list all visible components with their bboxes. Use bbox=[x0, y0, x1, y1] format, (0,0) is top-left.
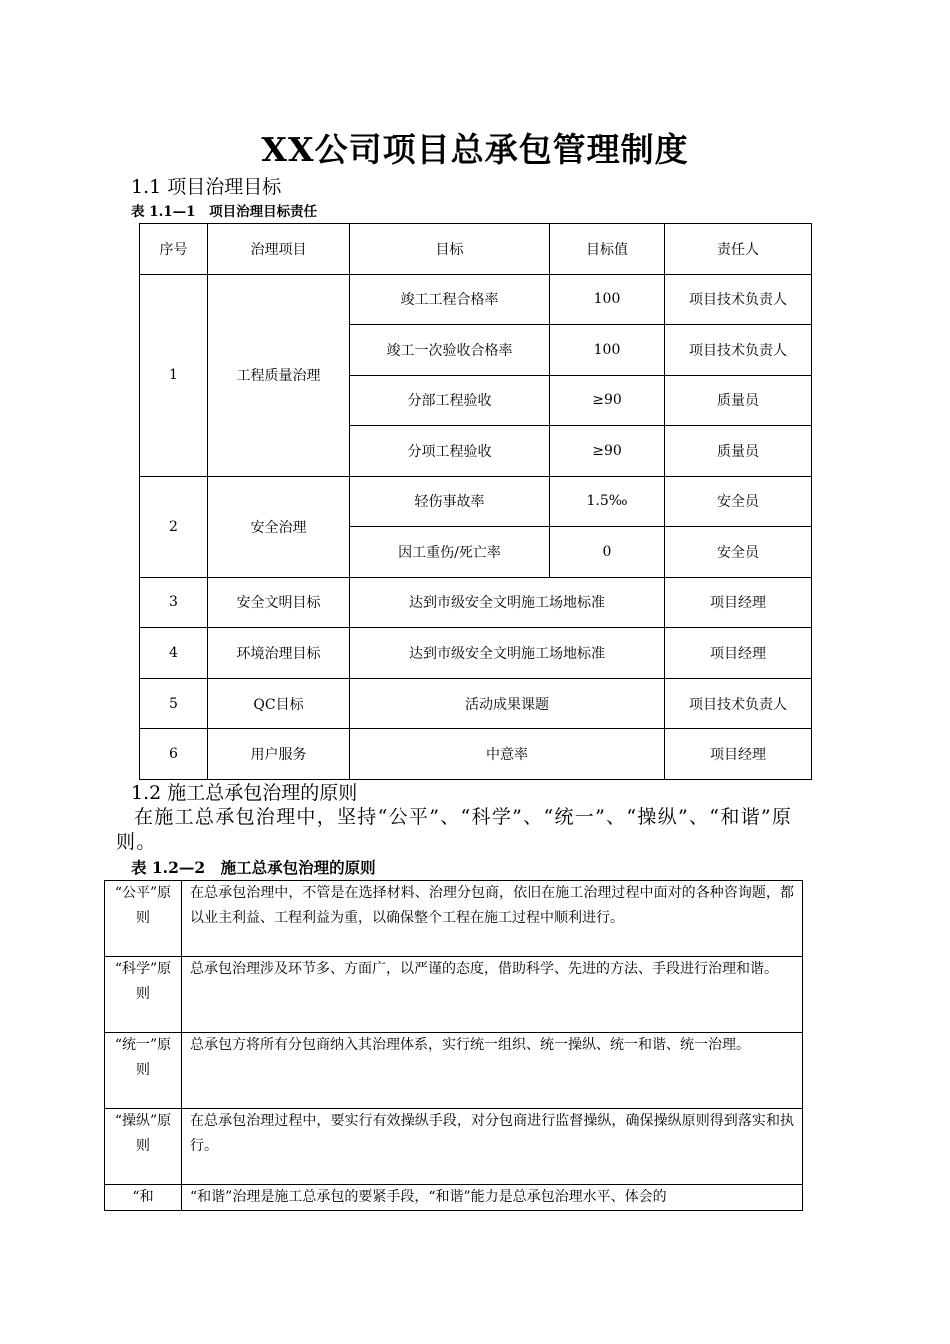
section-intro-paragraph: 在施工总承包治理中，坚持“公平”、“科学”、“统一”、“操纵”、“和谐”原则。 bbox=[116, 806, 793, 853]
header-cell: 目标值 bbox=[550, 224, 665, 275]
table-row bbox=[140, 476, 812, 527]
header-cell: 责任人 bbox=[665, 224, 812, 275]
principle-description: 在总承包治理过程中，要实行有效操纵手段，对分包商进行监督操纵，确保操纵原则得到落实和执行。 bbox=[182, 1109, 803, 1185]
row-number: 5 bbox=[140, 678, 208, 729]
table-row bbox=[140, 729, 812, 780]
target-cell: 达到市级安全文明施工场地标准 bbox=[350, 628, 665, 679]
table-caption-1-1: 表 1.1—1 项目治理目标责任 bbox=[131, 204, 318, 220]
target-cell: 因工重伤/死亡率 bbox=[350, 527, 550, 578]
principle-name: “科学”原则 bbox=[105, 957, 182, 1033]
section-heading-1-2: 1.2 施工总承包治理的原则 bbox=[131, 782, 358, 804]
table-row bbox=[105, 957, 803, 1033]
table-row bbox=[105, 881, 803, 957]
owner-cell: 项目技术负责人 bbox=[665, 274, 812, 325]
value-cell: 0 bbox=[550, 527, 665, 578]
principle-name: “公平”原则 bbox=[105, 881, 182, 957]
target-cell: 分部工程验收 bbox=[350, 375, 550, 426]
value-cell: ≥90 bbox=[550, 375, 665, 426]
header-cell: 序号 bbox=[140, 224, 208, 275]
header-cell: 目标 bbox=[350, 224, 550, 275]
owner-cell: 安全员 bbox=[665, 476, 812, 527]
management-item: QC目标 bbox=[208, 678, 350, 729]
row-number: 2 bbox=[140, 476, 208, 577]
table-row bbox=[105, 1185, 803, 1211]
target-cell: 分项工程验收 bbox=[350, 426, 550, 477]
target-cell: 中意率 bbox=[350, 729, 665, 780]
management-item: 安全文明目标 bbox=[208, 577, 350, 628]
table-row bbox=[140, 274, 812, 325]
value-cell: ≥90 bbox=[550, 426, 665, 477]
value-cell: 100 bbox=[550, 325, 665, 376]
table-row bbox=[140, 577, 812, 628]
document-title: XX公司项目总承包管理制度 bbox=[261, 130, 689, 169]
target-cell: 达到市级安全文明施工场地标准 bbox=[350, 577, 665, 628]
row-number: 1 bbox=[140, 274, 208, 476]
owner-cell: 项目技术负责人 bbox=[665, 325, 812, 376]
management-item: 环境治理目标 bbox=[208, 628, 350, 679]
owner-cell: 项目技术负责人 bbox=[665, 678, 812, 729]
target-cell: 活动成果课题 bbox=[350, 678, 665, 729]
target-cell: 轻伤事故率 bbox=[350, 476, 550, 527]
table-caption-1-2: 表 1.2—2 施工总承包治理的原则 bbox=[131, 858, 376, 877]
owner-cell: 项目经理 bbox=[665, 729, 812, 780]
owner-cell: 安全员 bbox=[665, 527, 812, 578]
owner-cell: 项目经理 bbox=[665, 628, 812, 679]
table-header-row bbox=[140, 224, 812, 275]
owner-cell: 项目经理 bbox=[665, 577, 812, 628]
management-item: 工程质量治理 bbox=[208, 274, 350, 476]
principle-description: 总承包治理涉及环节多、方面广，以严谨的态度，借助科学、先进的方法、手段进行治理和谐。 bbox=[182, 957, 803, 1033]
principle-description: “和谐”治理是施工总承包的要紧手段，“和谐”能力是总承包治理水平、体会的 bbox=[182, 1185, 803, 1211]
section-heading-1-1: 1.1 项目治理目标 bbox=[131, 176, 282, 198]
header-cell: 治理项目 bbox=[208, 224, 350, 275]
target-cell: 竣工一次验收合格率 bbox=[350, 325, 550, 376]
row-number: 3 bbox=[140, 577, 208, 628]
owner-cell: 质量员 bbox=[665, 375, 812, 426]
row-number: 4 bbox=[140, 628, 208, 679]
principle-description: 总承包方将所有分包商纳入其治理体系，实行统一组织、统一操纵、统一和谐、统一治理。 bbox=[182, 1033, 803, 1109]
principles-table bbox=[104, 880, 803, 1211]
table-row bbox=[140, 628, 812, 679]
table-row bbox=[140, 678, 812, 729]
principle-name: “操纵”原则 bbox=[105, 1109, 182, 1185]
principle-name: “和 bbox=[105, 1185, 182, 1211]
principle-name: “统一”原则 bbox=[105, 1033, 182, 1109]
row-number: 6 bbox=[140, 729, 208, 780]
goals-responsibility-table bbox=[139, 223, 812, 780]
principle-description: 在总承包治理中，不管是在选择材料、治理分包商，依旧在施工治理过程中面对的各种咨询题，都以业主利益、工程利益为重，以确保整个工程在施工过程中顺利进行。 bbox=[182, 881, 803, 957]
table-row bbox=[105, 1109, 803, 1185]
owner-cell: 质量员 bbox=[665, 426, 812, 477]
management-item: 安全治理 bbox=[208, 476, 350, 577]
value-cell: 100 bbox=[550, 274, 665, 325]
target-cell: 竣工工程合格率 bbox=[350, 274, 550, 325]
table-row bbox=[105, 1033, 803, 1109]
value-cell: 1.5‰ bbox=[550, 476, 665, 527]
management-item: 用户服务 bbox=[208, 729, 350, 780]
